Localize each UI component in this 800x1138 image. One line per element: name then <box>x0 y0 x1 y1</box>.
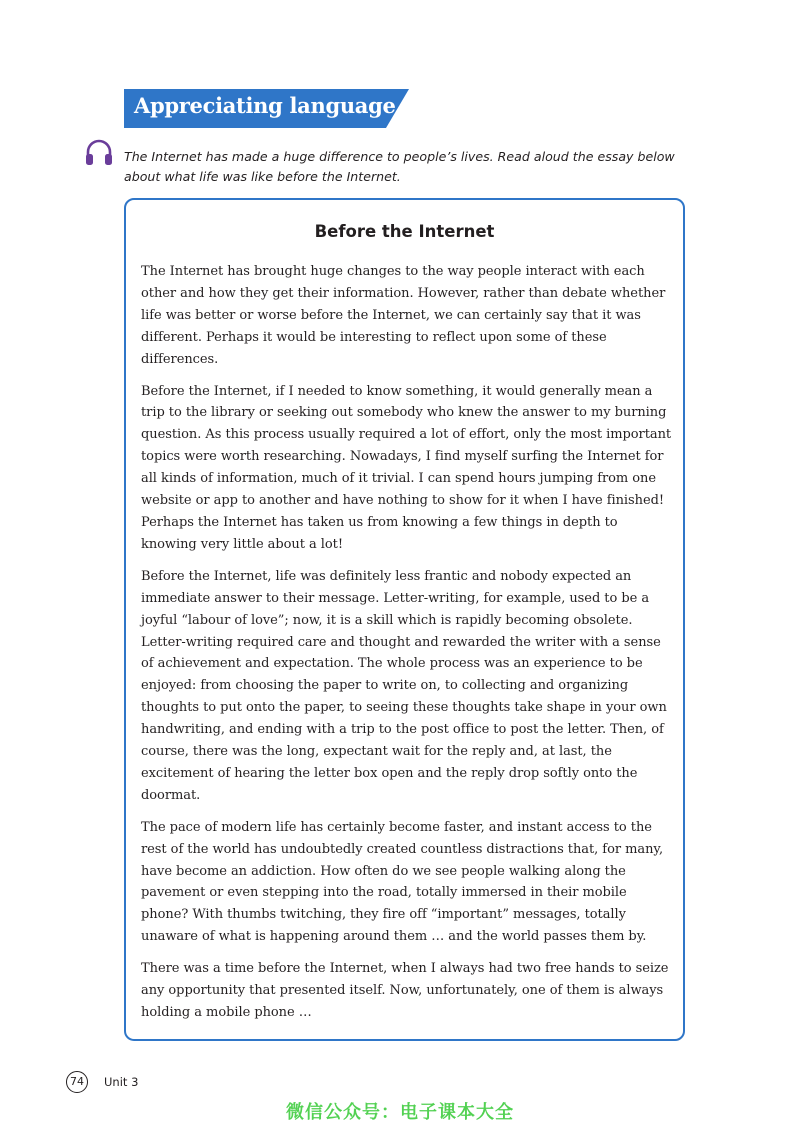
essay-body <box>141 261 677 1034</box>
instruction-text: The Internet has made a huge difference to people’s lives. Read aloud the essay below about what life was like before the Internet. <box>124 149 675 184</box>
essay-paragraph: Before the Internet, if I needed to know something, it would generally mean a trip to the library or seeking out somebody who knew the answer to my burning question. As this process usually required a lot of effort, only the most important topics were worth researching. Nowadays, I find myself surfing the Internet for all kinds of information, much of it trivial. I can spend hours jumping from one website or app to another and have nothing to show for it when I have finished! Perhaps the Internet has taken us from knowing a few things in depth to knowing very little about a lot! <box>141 383 672 552</box>
essay-paragraph: The Internet has brought huge changes to the way people interact with each other and how they get their information. However, rather than debate whether life was better or worse before the Internet, we can certainly say that it was different. Perhaps it would be interesting to reflect upon some of these differences. <box>141 264 666 367</box>
section-title: Appreciating language <box>134 93 396 118</box>
watermark-text: 微信公众号：电子课本大全 <box>286 1102 514 1123</box>
essay-paragraph: The pace of modern life has certainly become faster, and instant access to the rest of the world has undoubtedly created countless distractions that, for many, have become an addiction. How often do we see people walking along the pavement or even stepping into the road, totally immersed in their mobile phone? With thumbs twitching, they fire off “important” messages, totally unaware of what is happening around them … and the world passes them by. <box>141 819 664 945</box>
headphones-icon <box>84 138 114 168</box>
page-number: 74 <box>66 1071 88 1093</box>
essay-title: Before the Internet <box>314 222 495 241</box>
unit-label: Unit 3 <box>104 1075 139 1089</box>
essay-box <box>124 198 685 1041</box>
section-banner <box>124 89 409 128</box>
essay-paragraph: There was a time before the Internet, when I always had two free hands to seize any opportunity that presented itself. Now, unfortunately, one of them is always holding a mobile phone … <box>141 961 669 1020</box>
essay-paragraph: Before the Internet, life was definitely less frantic and nobody expected an immediate answer to their message. Letter-writing, for example, used to be a joyful “labour of love”; now, it is a skill which is rapidly becoming obsolete. Letter-writing required care and thought and rewarded the writer with a sense of achievement and expectation. The whole process was an experience to be enjoyed: from choosing the paper to write on, to collecting and organizing thoughts to put onto the paper, to seeing these thoughts take shape in your own handwriting, and ending with a trip to the post office to post the letter. Then, of course, there was the long, expectant wait for the reply and, at last, the excitement of hearing the letter box open and the reply drop softly onto the doormat. <box>141 568 667 803</box>
